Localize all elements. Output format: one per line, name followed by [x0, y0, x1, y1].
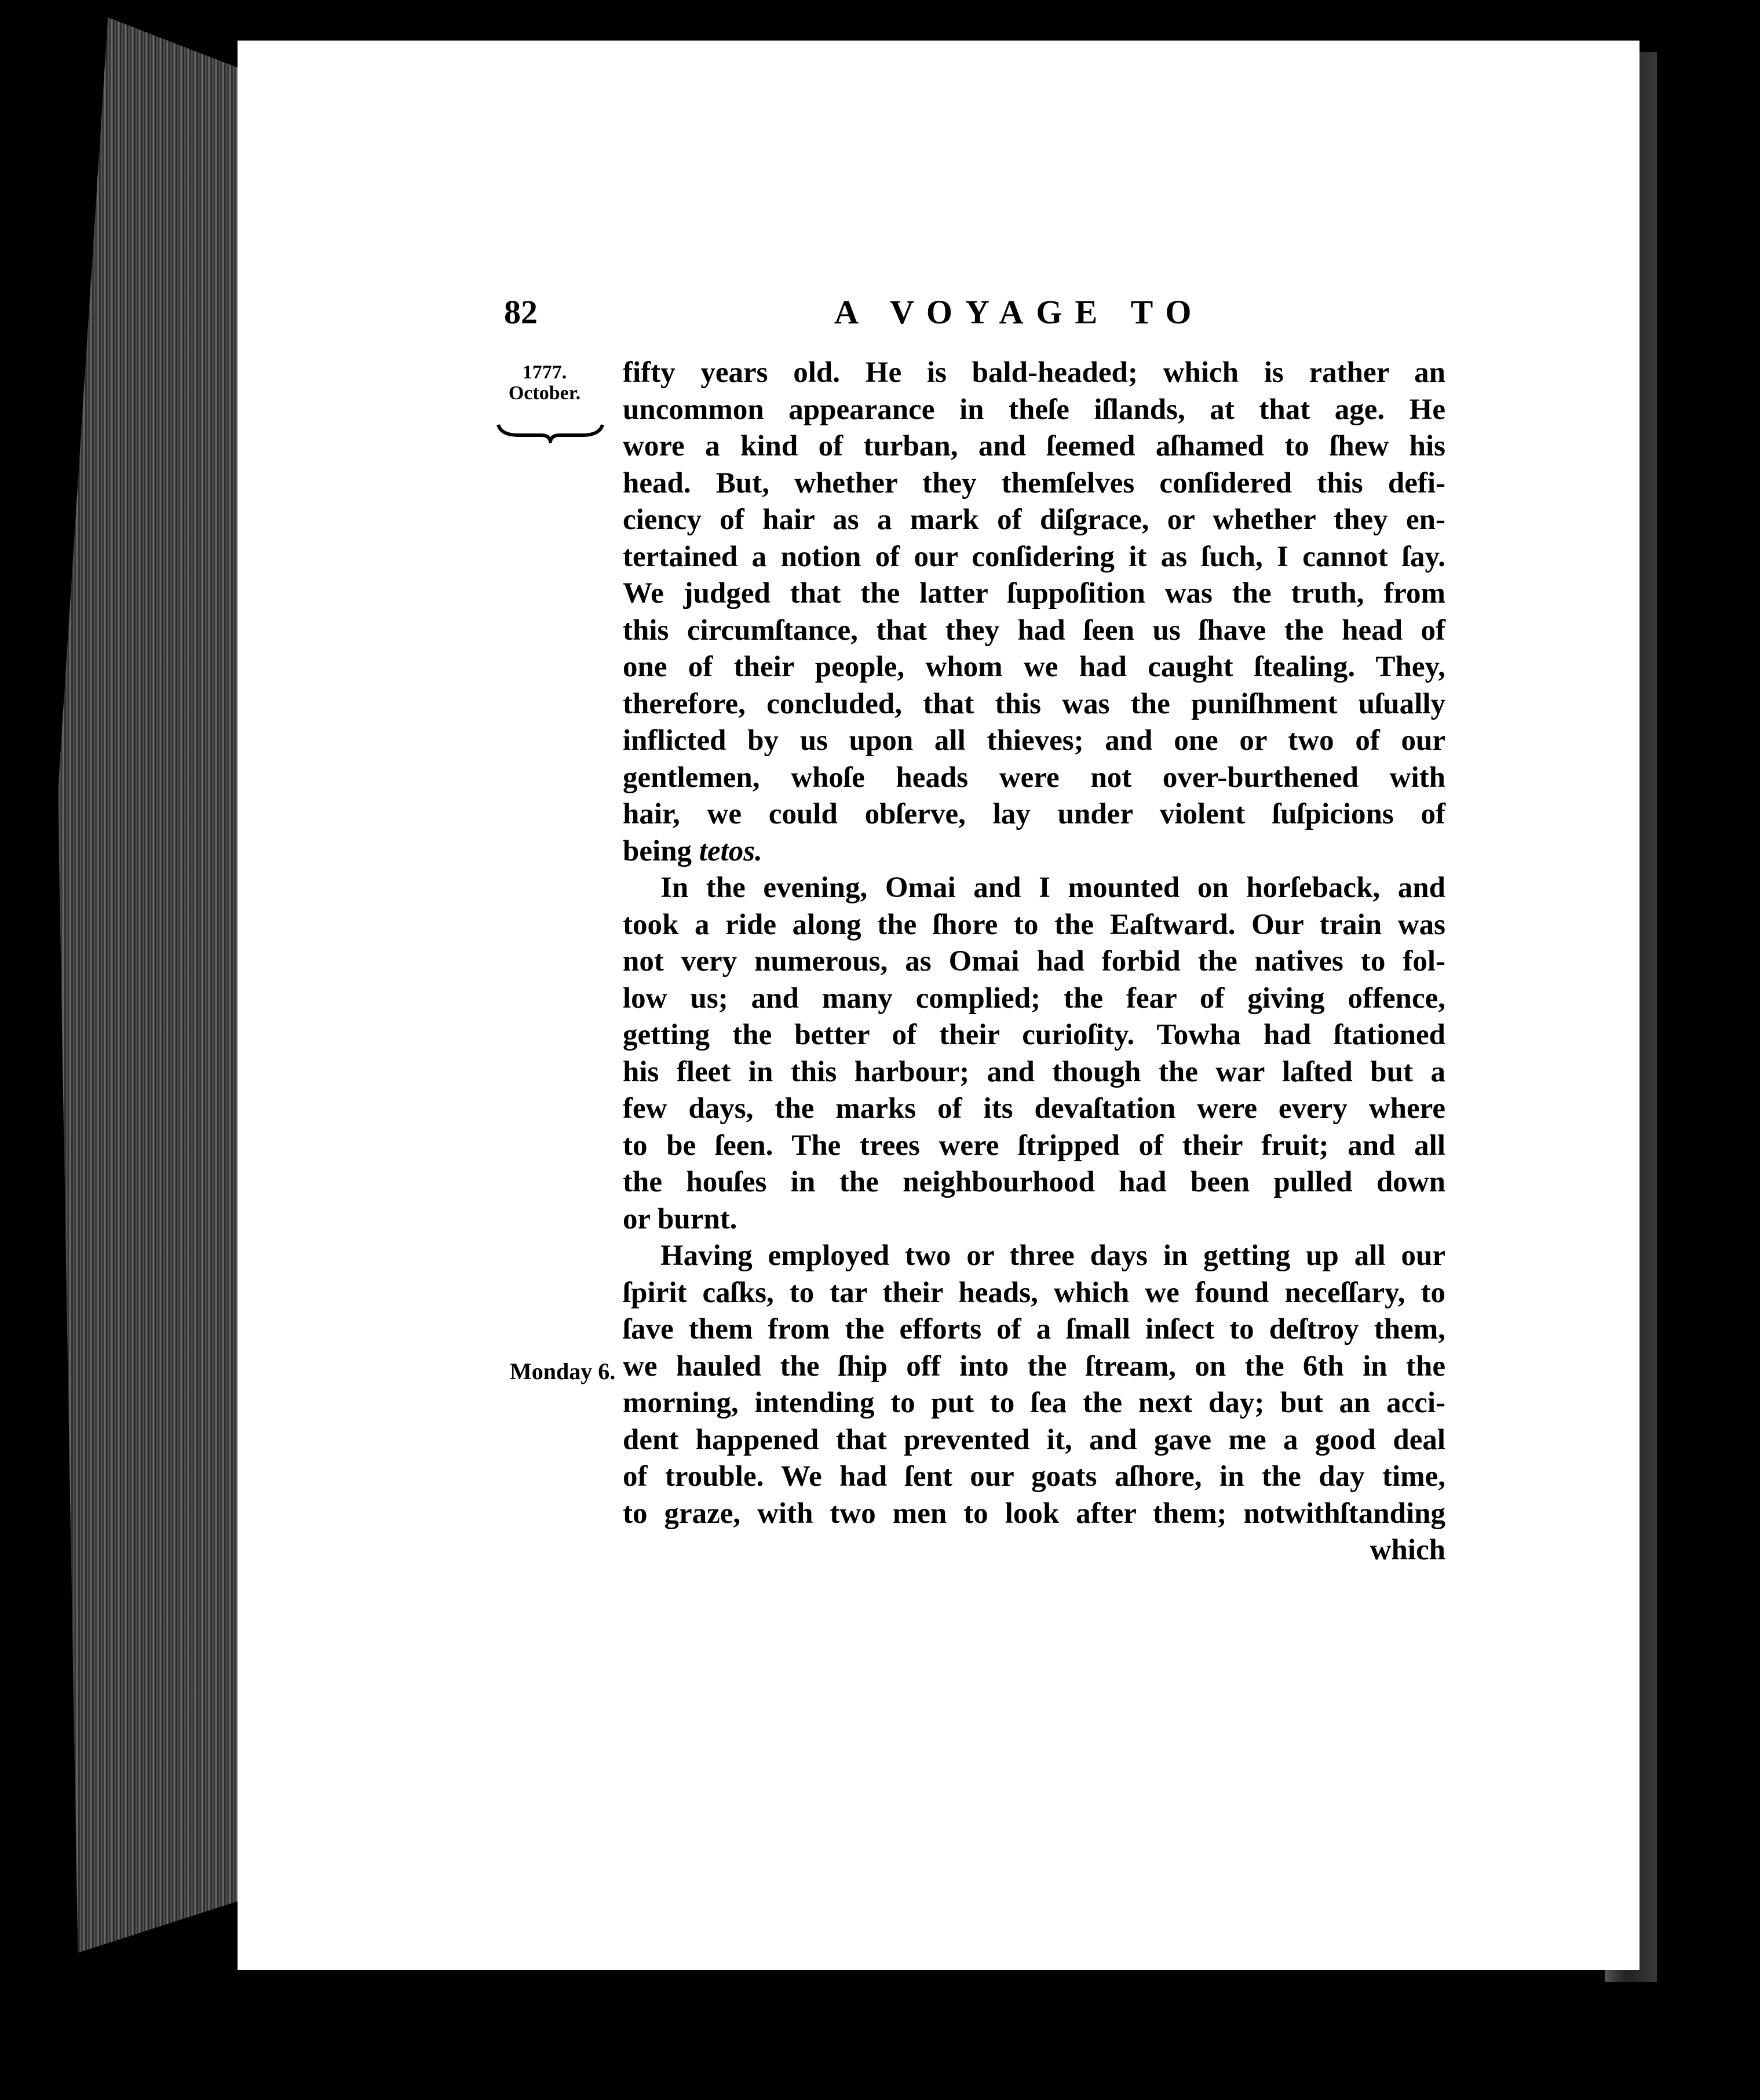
text-fragment: being — [623, 834, 699, 867]
running-title: A VOYAGE TO — [834, 293, 1204, 331]
text-line: of trouble. We had ſent our goats aſhore, in the day time, — [623, 1460, 1445, 1493]
text-line: to be ſeen. The trees were ſtripped of their fruit; and all — [623, 1129, 1445, 1162]
book-fore-edge — [58, 17, 258, 1953]
italic-word: tetos. — [699, 834, 762, 867]
margin-brace — [495, 420, 605, 443]
margin-date — [487, 362, 603, 404]
text-line: head. But, whether they themſelves conſidered this defi- — [623, 466, 1445, 500]
text-line: inflicted by us upon all thieves; and one or two of our — [623, 724, 1445, 757]
text-line: to graze, with two men to look after them; notwithſtanding — [623, 1497, 1445, 1530]
text-line: morning, intending to put to ſea the next day; but an acci- — [623, 1387, 1445, 1419]
text-line: ciency of hair as a mark of diſgrace, or whether they en- — [623, 504, 1445, 536]
margin-year: 1777. — [522, 362, 567, 383]
text-line: ſave them from the efforts of a ſmall inſect to deſtroy them, — [623, 1313, 1445, 1346]
text-line: In the evening, Omai and I mounted on horſeback, and — [660, 872, 1445, 904]
text-line: fifty years old. He is bald-headed; which is rather an — [623, 356, 1445, 389]
text-line: getting the better of their curioſity. Towha had ſtationed — [623, 1019, 1445, 1051]
text-line: gentlemen, whoſe heads were not over-burthened with — [623, 761, 1445, 794]
text-line: tertained a notion of our conſidering it as ſuch, I cannot ſay. — [623, 540, 1445, 573]
text-line: therefore, concluded, that this was the puniſhment uſually — [623, 687, 1445, 720]
catchword: which — [1370, 1534, 1445, 1566]
text-line: or burnt. — [623, 1202, 737, 1235]
text-line: We judged that the latter ſuppoſition was the truth, from — [623, 577, 1445, 610]
text-line: Having employed two or three days in getting up all our — [660, 1239, 1445, 1272]
text-line: not very numerous, as Omai had forbid the natives to fol- — [623, 945, 1445, 978]
margin-month: October. — [508, 382, 581, 404]
margin-date-note: Monday 6. — [510, 1358, 616, 1384]
text-line: hair, we could obſerve, lay under violent ſuſpicions of — [623, 798, 1445, 830]
text-line: one of their people, whom we had caught ſtealing. They, — [623, 651, 1445, 683]
text-line: wore a kind of turban, and ſeemed aſhamed to ſhew his — [623, 430, 1445, 462]
text-line: ſpirit caſks, to tar their heads, which we found neceſſary, to — [623, 1276, 1445, 1309]
body-text — [623, 355, 1445, 1569]
text-line-italic-end — [623, 833, 1445, 870]
text-line: his fleet in this harbour; and though the war laſted but a — [623, 1055, 1445, 1088]
text-line: we hauled the ſhip off into the ſtream, on the 6th in the — [623, 1350, 1445, 1383]
text-line: uncommon appearance in theſe iſlands, at that age. He — [623, 393, 1445, 426]
text-line: few days, the marks of its devaſtation were every where — [623, 1092, 1445, 1125]
text-line: low us; and many complied; the fear of giving offence, — [623, 982, 1445, 1015]
text-line: dent happened that prevented it, and gave me a good deal — [623, 1423, 1445, 1456]
text-line: the houſes in the neighbourhood had been pulled down — [623, 1166, 1445, 1198]
text-line: took a ride along the ſhore to the Eaſtward. Our train was — [623, 908, 1445, 941]
page-header — [504, 293, 1443, 345]
page-number: 82 — [504, 293, 538, 331]
text-line: this circumſtance, that they had ſeen us ſhave the head of — [623, 614, 1445, 647]
